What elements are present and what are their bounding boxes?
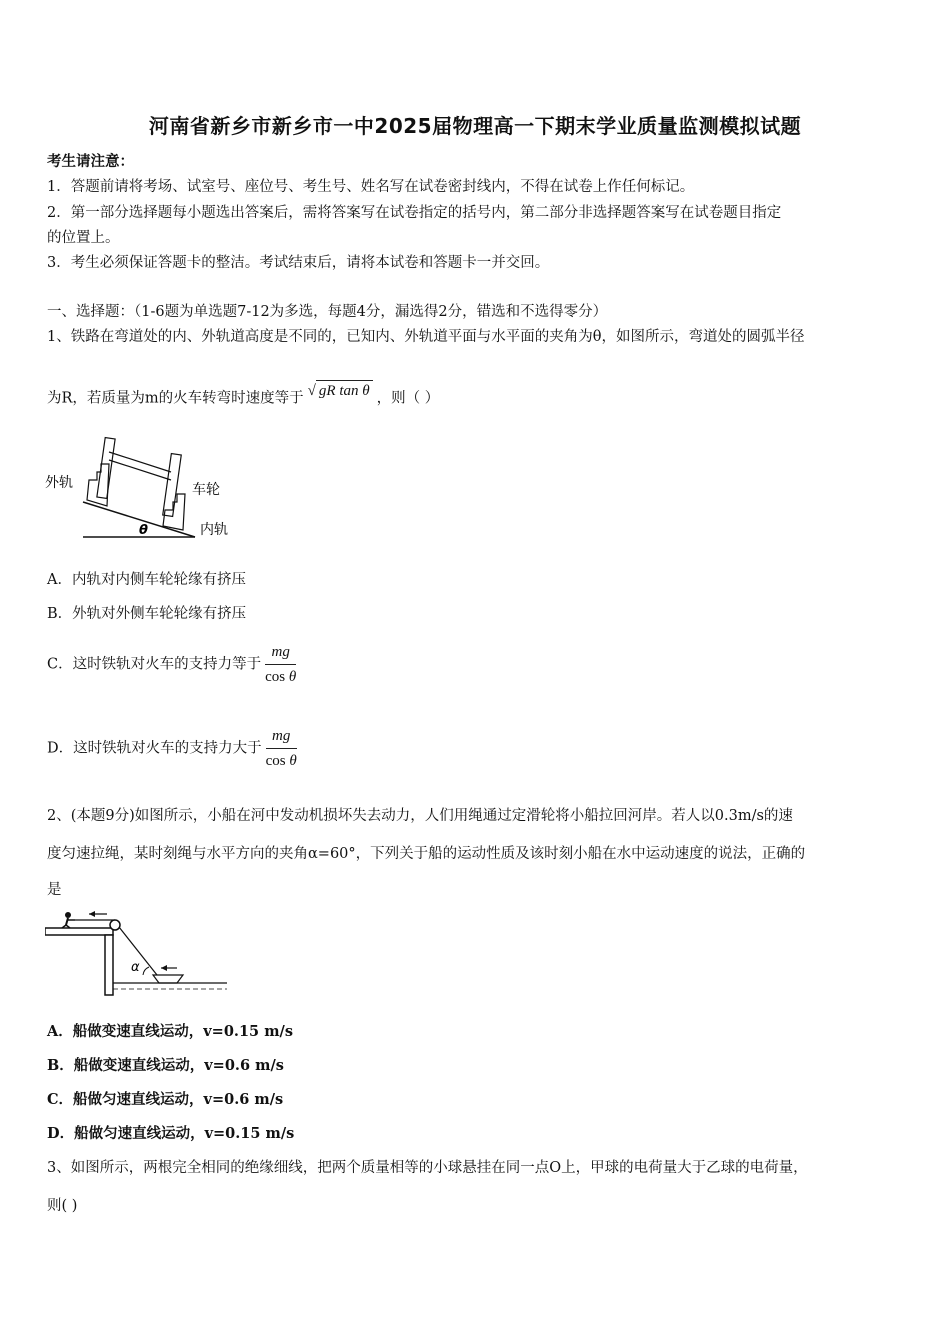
q2-option-d: D．船做匀速直线运动，v=0.15 m/s: [47, 1125, 295, 1142]
fraction-denominator: [265, 665, 296, 687]
label-alpha: α: [131, 960, 140, 975]
q3-stem-line2: 则( ): [47, 1198, 78, 1214]
person-icon: [62, 912, 75, 928]
page-title: 河南省新乡市新乡市一中2025届物理高一下期末学业质量监测模拟试题: [148, 114, 802, 138]
q1-option-d-fraction: [266, 726, 297, 771]
fraction-denominator: [266, 749, 297, 771]
inner-rail-shape: [163, 494, 185, 530]
pulley-icon: [110, 920, 120, 930]
fraction-denominator-theta: θ: [288, 669, 297, 685]
q1-stem-line2: [47, 383, 440, 409]
q1-option-c-fraction: [265, 642, 296, 687]
fraction-denominator-cos: cos: [265, 669, 286, 685]
q1-stem-line2-pre: 为R，若质量为m的火车转弯时速度等于: [47, 390, 304, 407]
fraction-numerator: mg: [265, 642, 296, 665]
notice-heading: 考生请注意：: [47, 153, 134, 170]
fraction-denominator-cos: cos: [265, 753, 286, 769]
q1-option-d-text: D．这时铁轨对火车的支持力大于: [47, 740, 262, 757]
q2-option-b: B．船做变速直线运动，v=0.6 m/s: [47, 1057, 284, 1074]
q2-boat-pulley-figure: [45, 905, 230, 1000]
notice-item-1: 1．答题前请将考场、试室号、座位号、考生号、姓名写在试卷密封线内，不得在试卷上作任何标记。: [47, 179, 695, 195]
fraction-numerator: mg: [266, 726, 297, 749]
q1-option-b: B．外轨对外侧车轮轮缘有挤压: [47, 606, 247, 622]
q1-option-d: [47, 726, 297, 771]
q1-option-a: A．内轨对内侧车轮轮缘有挤压: [47, 572, 246, 588]
boat-icon: [153, 975, 183, 983]
shore-top: [45, 928, 113, 935]
q2-stem-line1: 2、(本题9分)如图所示，小船在河中发动机损坏失去动力，人们用绳通过定滑轮将小船拉回河岸。若人以0.3m/s的速: [47, 808, 793, 824]
notice-item-3: 3．考生必须保证答题卡的整洁。考试结束后，请将本试卷和答题卡一并交回。: [47, 255, 550, 271]
q3-stem-line1: 3、如图所示，两根完全相同的绝缘细线，把两个质量相等的小球悬挂在同一点O上，甲球的电荷量大于乙球的电荷量，: [47, 1160, 808, 1176]
q1-option-c: [47, 642, 296, 687]
sqrt-icon: √: [307, 383, 316, 399]
wheel-left: [97, 438, 115, 499]
arrow-boat-head: [161, 965, 167, 971]
wheel-right: [163, 454, 182, 517]
shore-wall: [105, 935, 113, 995]
q1-sqrt-formula: [308, 380, 373, 401]
angle-arc: [143, 967, 149, 975]
axle-top: [109, 452, 171, 472]
q1-stem-line1: 1、铁路在弯道处的内、外轨道高度是不同的，已知内、外轨道平面与水平面的夹角为θ，如图所示，弯道处的圆弧半径: [47, 329, 805, 345]
label-inner-rail: 内轨: [200, 522, 228, 538]
q1-sqrt-radicand: gR tan θ: [316, 380, 373, 401]
q2-option-c: C．船做匀速直线运动，v=0.6 m/s: [47, 1091, 284, 1108]
notice-item-2-cont: 的位置上。: [47, 230, 120, 246]
label-wheel: 车轮: [192, 482, 220, 498]
q2-stem-line2: 度匀速拉绳，某时刻绳与水平方向的夹角α=60°，下列关于船的运动性质及该时刻小船在水中运动速度的说法，正确的: [47, 846, 806, 862]
notice-item-2: 2．第一部分选择题每小题选出答案后，需将答案写在试卷指定的括号内，第二部分非选择题答案写在试卷题目指定: [47, 205, 782, 221]
fraction-denominator-theta: θ: [289, 753, 297, 769]
q1-stem-line2-post: ，则（ ）: [376, 390, 440, 407]
section-heading: 一、选择题：（1-6题为单选题7-12为多选，每题4分，漏选得2分，错选和不选得零分）: [47, 304, 608, 320]
label-theta: θ: [139, 523, 148, 538]
q2-stem-line3: 是: [47, 882, 62, 898]
label-outer-rail: 外轨: [45, 475, 73, 491]
q1-railway-figure: [45, 430, 245, 542]
arrow-pull-head: [89, 911, 95, 917]
axle-bottom: [109, 460, 171, 480]
q1-option-c-text: C．这时铁轨对火车的支持力等于: [47, 656, 262, 673]
q2-option-a: A．船做变速直线运动，v=0.15 m/s: [47, 1023, 293, 1040]
